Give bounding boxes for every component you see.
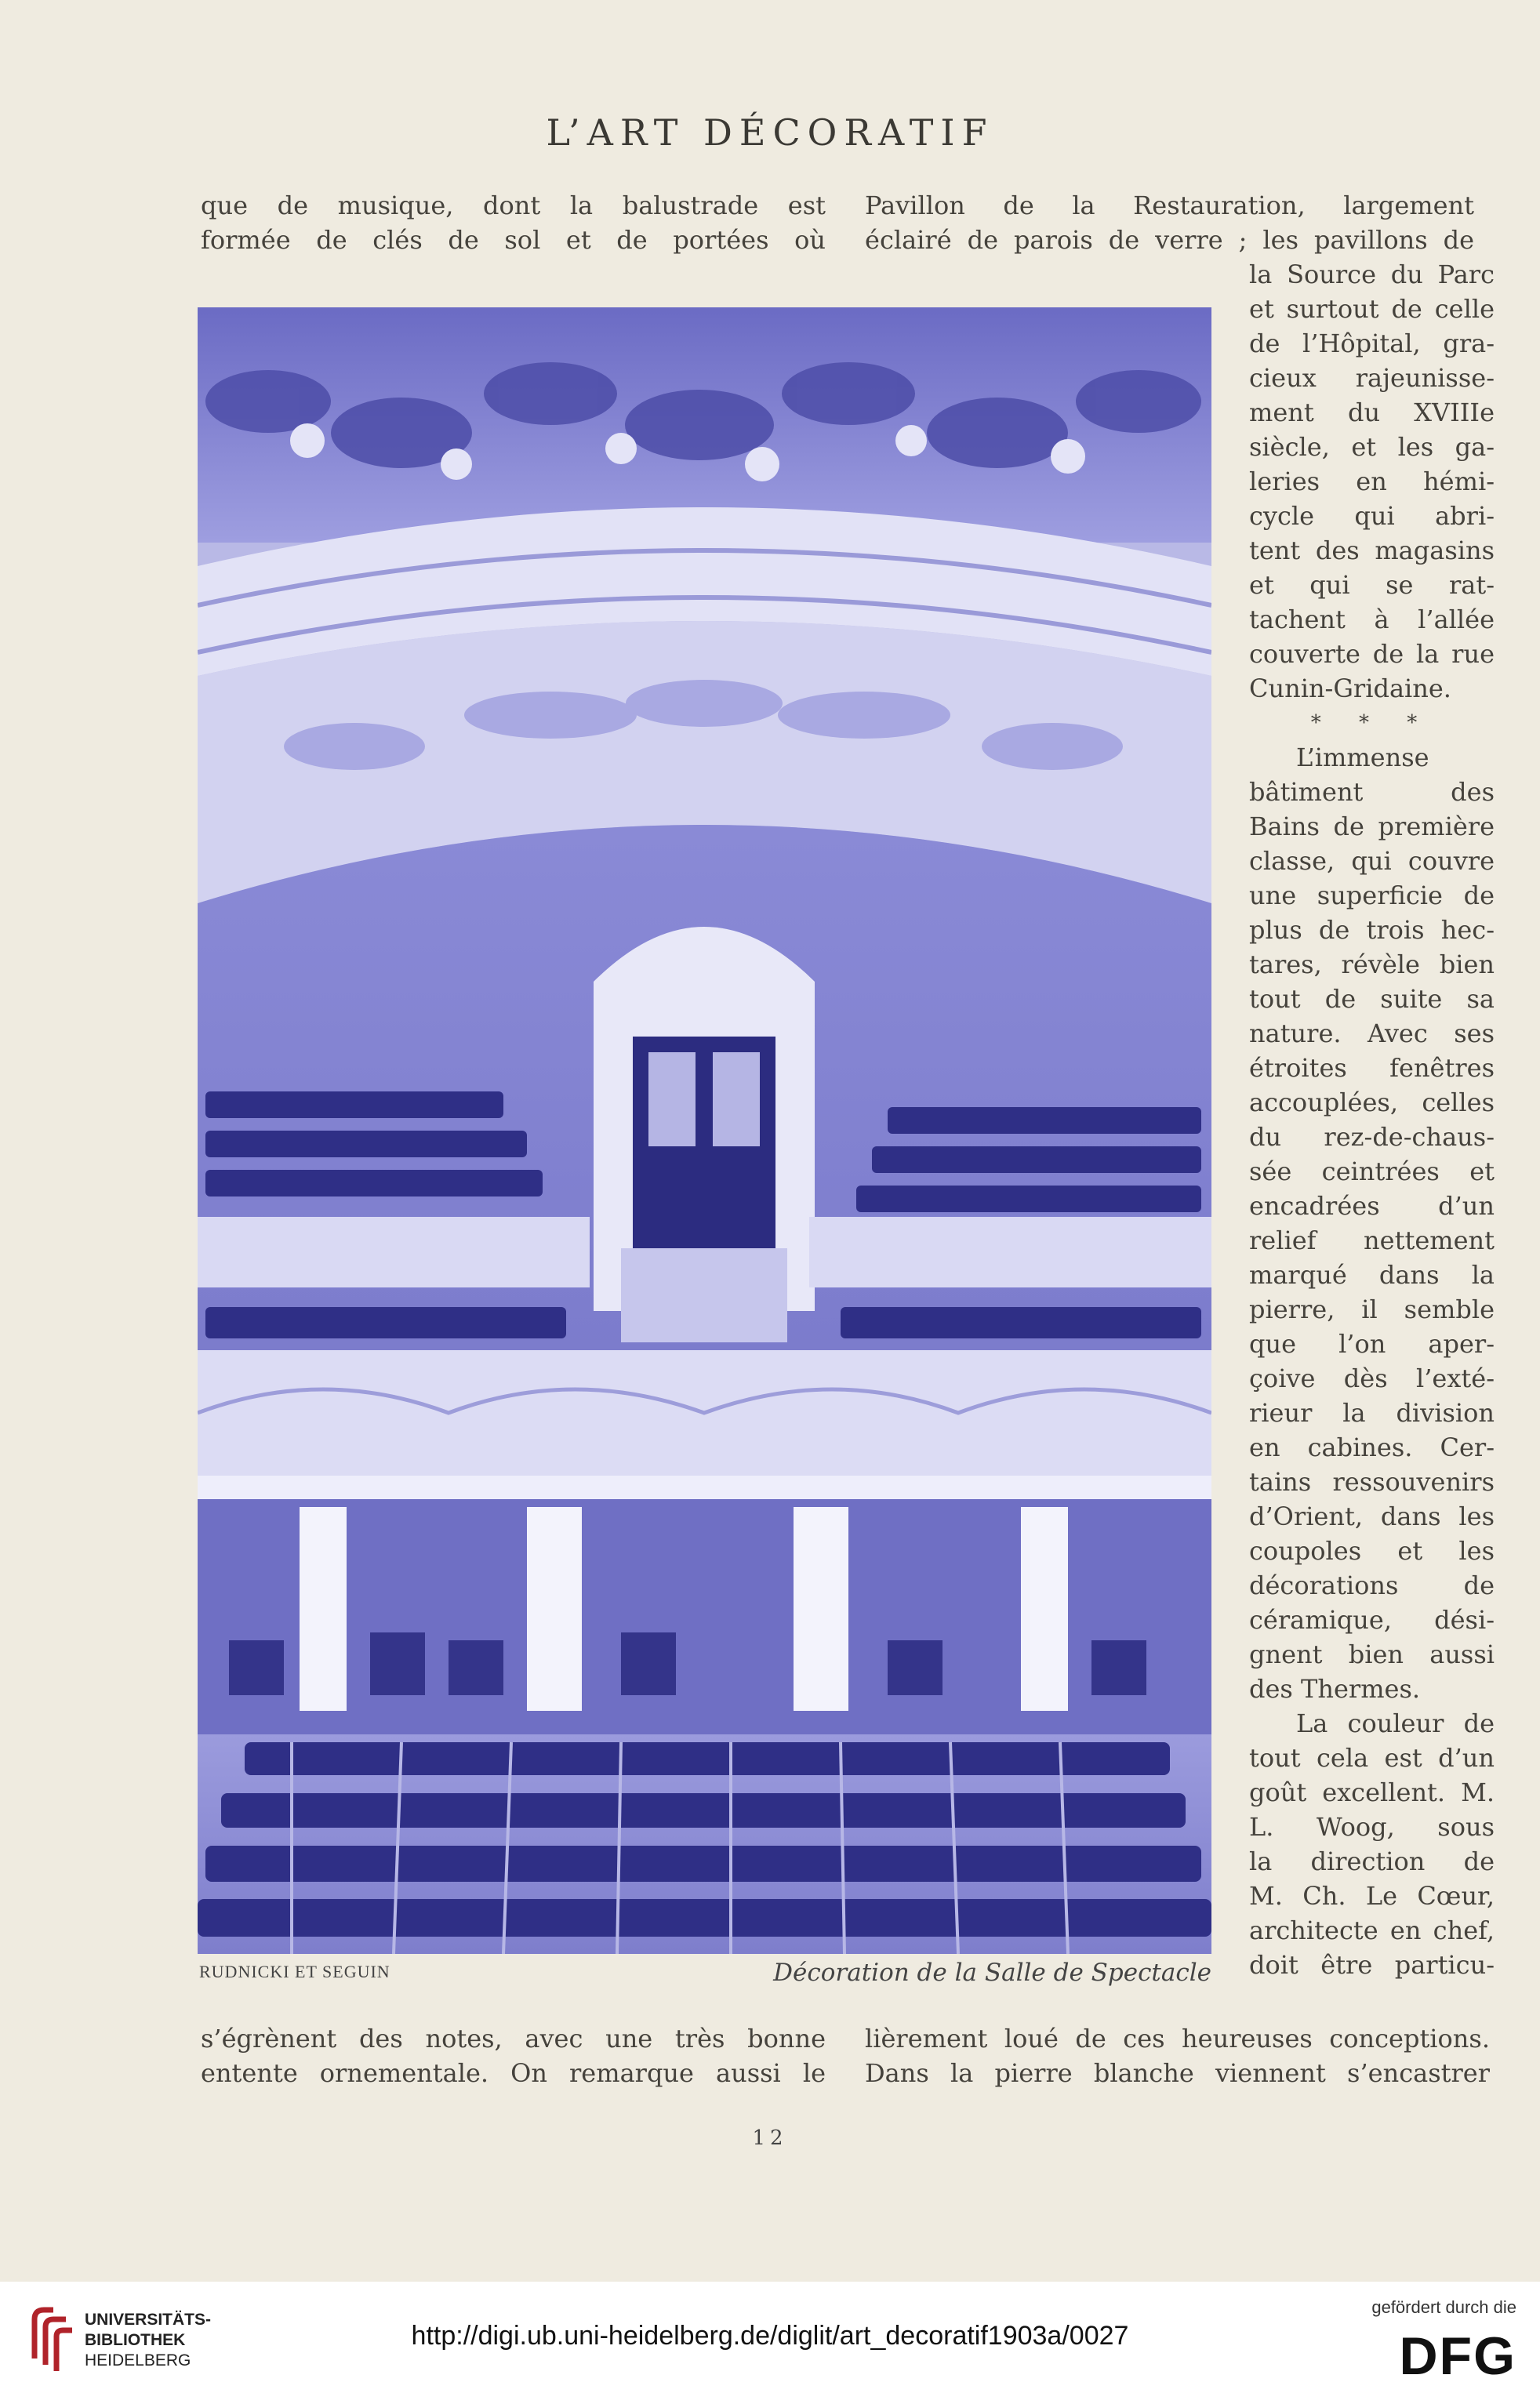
text-line: d’Orient, dans les [1249, 1502, 1495, 1531]
left-top-column [201, 188, 826, 257]
text-line: Cunin-Gridaine. [1249, 674, 1451, 703]
text-line: lièrement loué de ces heureuses conceptions. [865, 2024, 1490, 2053]
text-line: tent des magasins [1249, 536, 1495, 565]
text-line: couverte de la rue [1249, 639, 1495, 669]
text-line: * * * [1310, 711, 1433, 735]
text-line: formée de clés de sol et de portées où [201, 225, 826, 255]
text-line: leries en hémi- [1249, 467, 1495, 496]
text-line: goût excellent. M. [1249, 1778, 1495, 1807]
text-line: siècle, et les ga- [1249, 432, 1495, 462]
text-line: éclairé de parois de verre ; les pavillons de [865, 225, 1474, 255]
text-line: encadrées d’un [1249, 1191, 1495, 1221]
text-line: en cabines. Cer- [1249, 1433, 1495, 1462]
text-line: Pavillon de la Restauration, largement [865, 191, 1474, 220]
text-line: ment du XVIIIe [1249, 398, 1495, 427]
dfg-logo: DFG [1399, 2326, 1516, 2386]
library-name-line: BIBLIOTHEK [85, 2331, 186, 2349]
text-line: doit être particu- [1249, 1950, 1495, 1980]
text-line: une superficie de [1249, 881, 1495, 910]
narrow-column [1249, 257, 1495, 1982]
text-line: L. Woog, sous [1249, 1812, 1495, 1842]
photo-caption: Décoration de la Salle de Spectacle [773, 1959, 1211, 1987]
running-head: L’ART DÉCORATIF [546, 111, 994, 154]
text-line: rieur la division [1249, 1398, 1495, 1428]
text-line: des Thermes. [1249, 1674, 1421, 1704]
text-line: çoive dès l’exté- [1249, 1364, 1495, 1393]
text-line: tares, révèle bien [1249, 950, 1495, 979]
text-line: L’immense [1296, 743, 1429, 772]
text-line: gnent bien aussi [1249, 1640, 1495, 1669]
theatre-interior-image [198, 307, 1211, 1954]
text-line: et surtout de celle [1249, 294, 1495, 324]
text-line: et qui se rat- [1249, 570, 1495, 600]
text-line: marqué dans la [1249, 1260, 1495, 1290]
library-name-line: HEIDELBERG [85, 2351, 191, 2369]
text-line: sée ceintrées et [1249, 1157, 1495, 1186]
text-line: décorations de [1249, 1571, 1495, 1600]
text-line: étroites fenêtres [1249, 1053, 1495, 1083]
text-line: Bains de première [1249, 812, 1495, 841]
permalink-url[interactable]: http://digi.ub.uni-heidelberg.de/diglit/art_decoratif1903a/0027 [411, 2321, 1129, 2351]
text-line: plus de trois hec- [1249, 915, 1495, 945]
text-line: La couleur de [1296, 1709, 1495, 1738]
text-line: pierre, il semble [1249, 1295, 1495, 1324]
text-line: classe, qui couvre [1249, 846, 1495, 876]
text-line: coupoles et les [1249, 1536, 1495, 1566]
text-line: cieux rajeunisse- [1249, 363, 1495, 393]
text-line: tout de suite sa [1249, 984, 1495, 1014]
page-number: 12 [752, 2126, 788, 2150]
text-line: tout cela est d’un [1249, 1743, 1495, 1773]
text-line: s’égrènent des notes, avec une très bonne [201, 2024, 826, 2053]
left-bottom-column [201, 2021, 826, 2090]
text-line: tachent à l’allée [1249, 605, 1495, 634]
theatre-photograph [198, 307, 1211, 1954]
text-line: de l’Hôpital, gra- [1249, 329, 1495, 358]
text-line: accouplées, celles [1249, 1088, 1495, 1117]
text-line: relief nettement [1249, 1226, 1495, 1255]
text-line: la Source du Parc [1249, 260, 1495, 289]
library-name-line: UNIVERSITÄTS- [85, 2311, 212, 2329]
right-bottom-column [865, 2021, 1490, 2090]
text-line: bâtiment des [1249, 777, 1495, 807]
text-line: du rez-de-chaus- [1249, 1122, 1495, 1152]
text-line: entente ornementale. On remarque aussi le [201, 2058, 826, 2088]
viewer-footer [0, 2282, 1540, 2393]
text-line: Dans la pierre blanche viennent s’encastrer [865, 2058, 1490, 2088]
text-line: céramique, dési- [1249, 1605, 1495, 1635]
text-line: M. Ch. Le Cœur, [1249, 1881, 1495, 1911]
text-line: tains ressouvenirs [1249, 1467, 1495, 1497]
funder-label: gefördert durch die [1371, 2297, 1516, 2317]
text-line: architecte en chef, [1249, 1915, 1495, 1945]
photo-credit: RUDNICKI ET SEGUIN [199, 1962, 390, 1981]
text-line: cycle qui abri- [1249, 501, 1495, 531]
text-line: nature. Avec ses [1249, 1019, 1495, 1048]
right-top-column [865, 188, 1474, 257]
text-line: que de musique, dont la balustrade est [201, 191, 826, 220]
text-line: que l’on aper- [1249, 1329, 1495, 1359]
text-line: la direction de [1249, 1846, 1495, 1876]
